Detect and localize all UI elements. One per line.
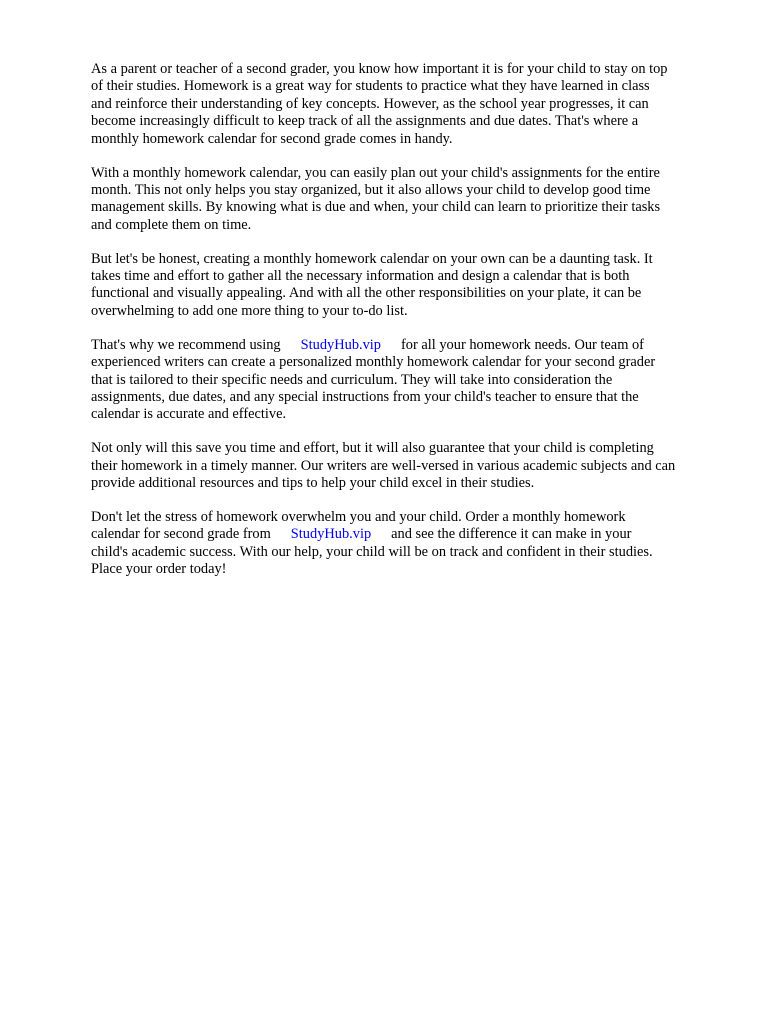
cta-text-before: Don't let the stress of homework overwhelm you and your child. Order a monthly homework calendar for second grade from: [91, 509, 626, 543]
studyhub-link[interactable]: StudyHub.vip: [300, 336, 381, 353]
studyhub-link-cta[interactable]: StudyHub.vip: [290, 526, 372, 543]
paragraph-call-to-action: [91, 509, 727, 579]
paragraph-recommendation: [91, 337, 727, 424]
recommendation-text-before: That's why we recommend using: [91, 336, 281, 353]
paragraph-guarantee: Not only will this save you time and effort, but it will also guarantee that your child is completing their homework in a timely manner. Our writers are well-versed in various academic subjects and can provide additional resources and tips to help your child excel in their studies.: [91, 440, 676, 492]
cta-text-after: and see the difference it can make in your child's academic success. With our help, your child will be on track and confident in their studies. Place your order today!: [91, 526, 653, 578]
recommendation-text-after: for all your homework needs. Our team of experienced writers can create a personalized monthly homework calendar for your second grader that is tailored to their specific needs and curriculum. They will take into consideration the assignments, due dates, and any special instructions from your child's teacher to ensure that the calendar is accurate and effective.: [91, 336, 656, 423]
paragraph-difficulty: But let's be honest, creating a monthly homework calendar on your own can be a daunting task. It takes time and effort to gather all the necessary information and design a calendar that is both functional and visually appealing. And with all the other responsibilities on your plate, it can be overwhelming to add one more thing to your to-do list.: [91, 250, 653, 319]
document-body: [91, 61, 727, 595]
paragraph-benefits: With a monthly homework calendar, you can easily plan out your child's assignments for the entire month. This not only helps you stay organized, but it also allows your child to develop good time management skills. By knowing what is due and when, your child can learn to prioritize their tasks and complete them on time.: [91, 164, 661, 233]
paragraph-intro: As a parent or teacher of a second grader, you know how important it is for your child to stay on top of their studies. Homework is a great way for students to practice what they have learned in class and reinforce their understanding of key concepts. However, as the school year progresses, it can become increasingly difficult to keep track of all the assignments and due dates. That's where a monthly homework calendar for second grade comes in handy.: [91, 61, 668, 147]
